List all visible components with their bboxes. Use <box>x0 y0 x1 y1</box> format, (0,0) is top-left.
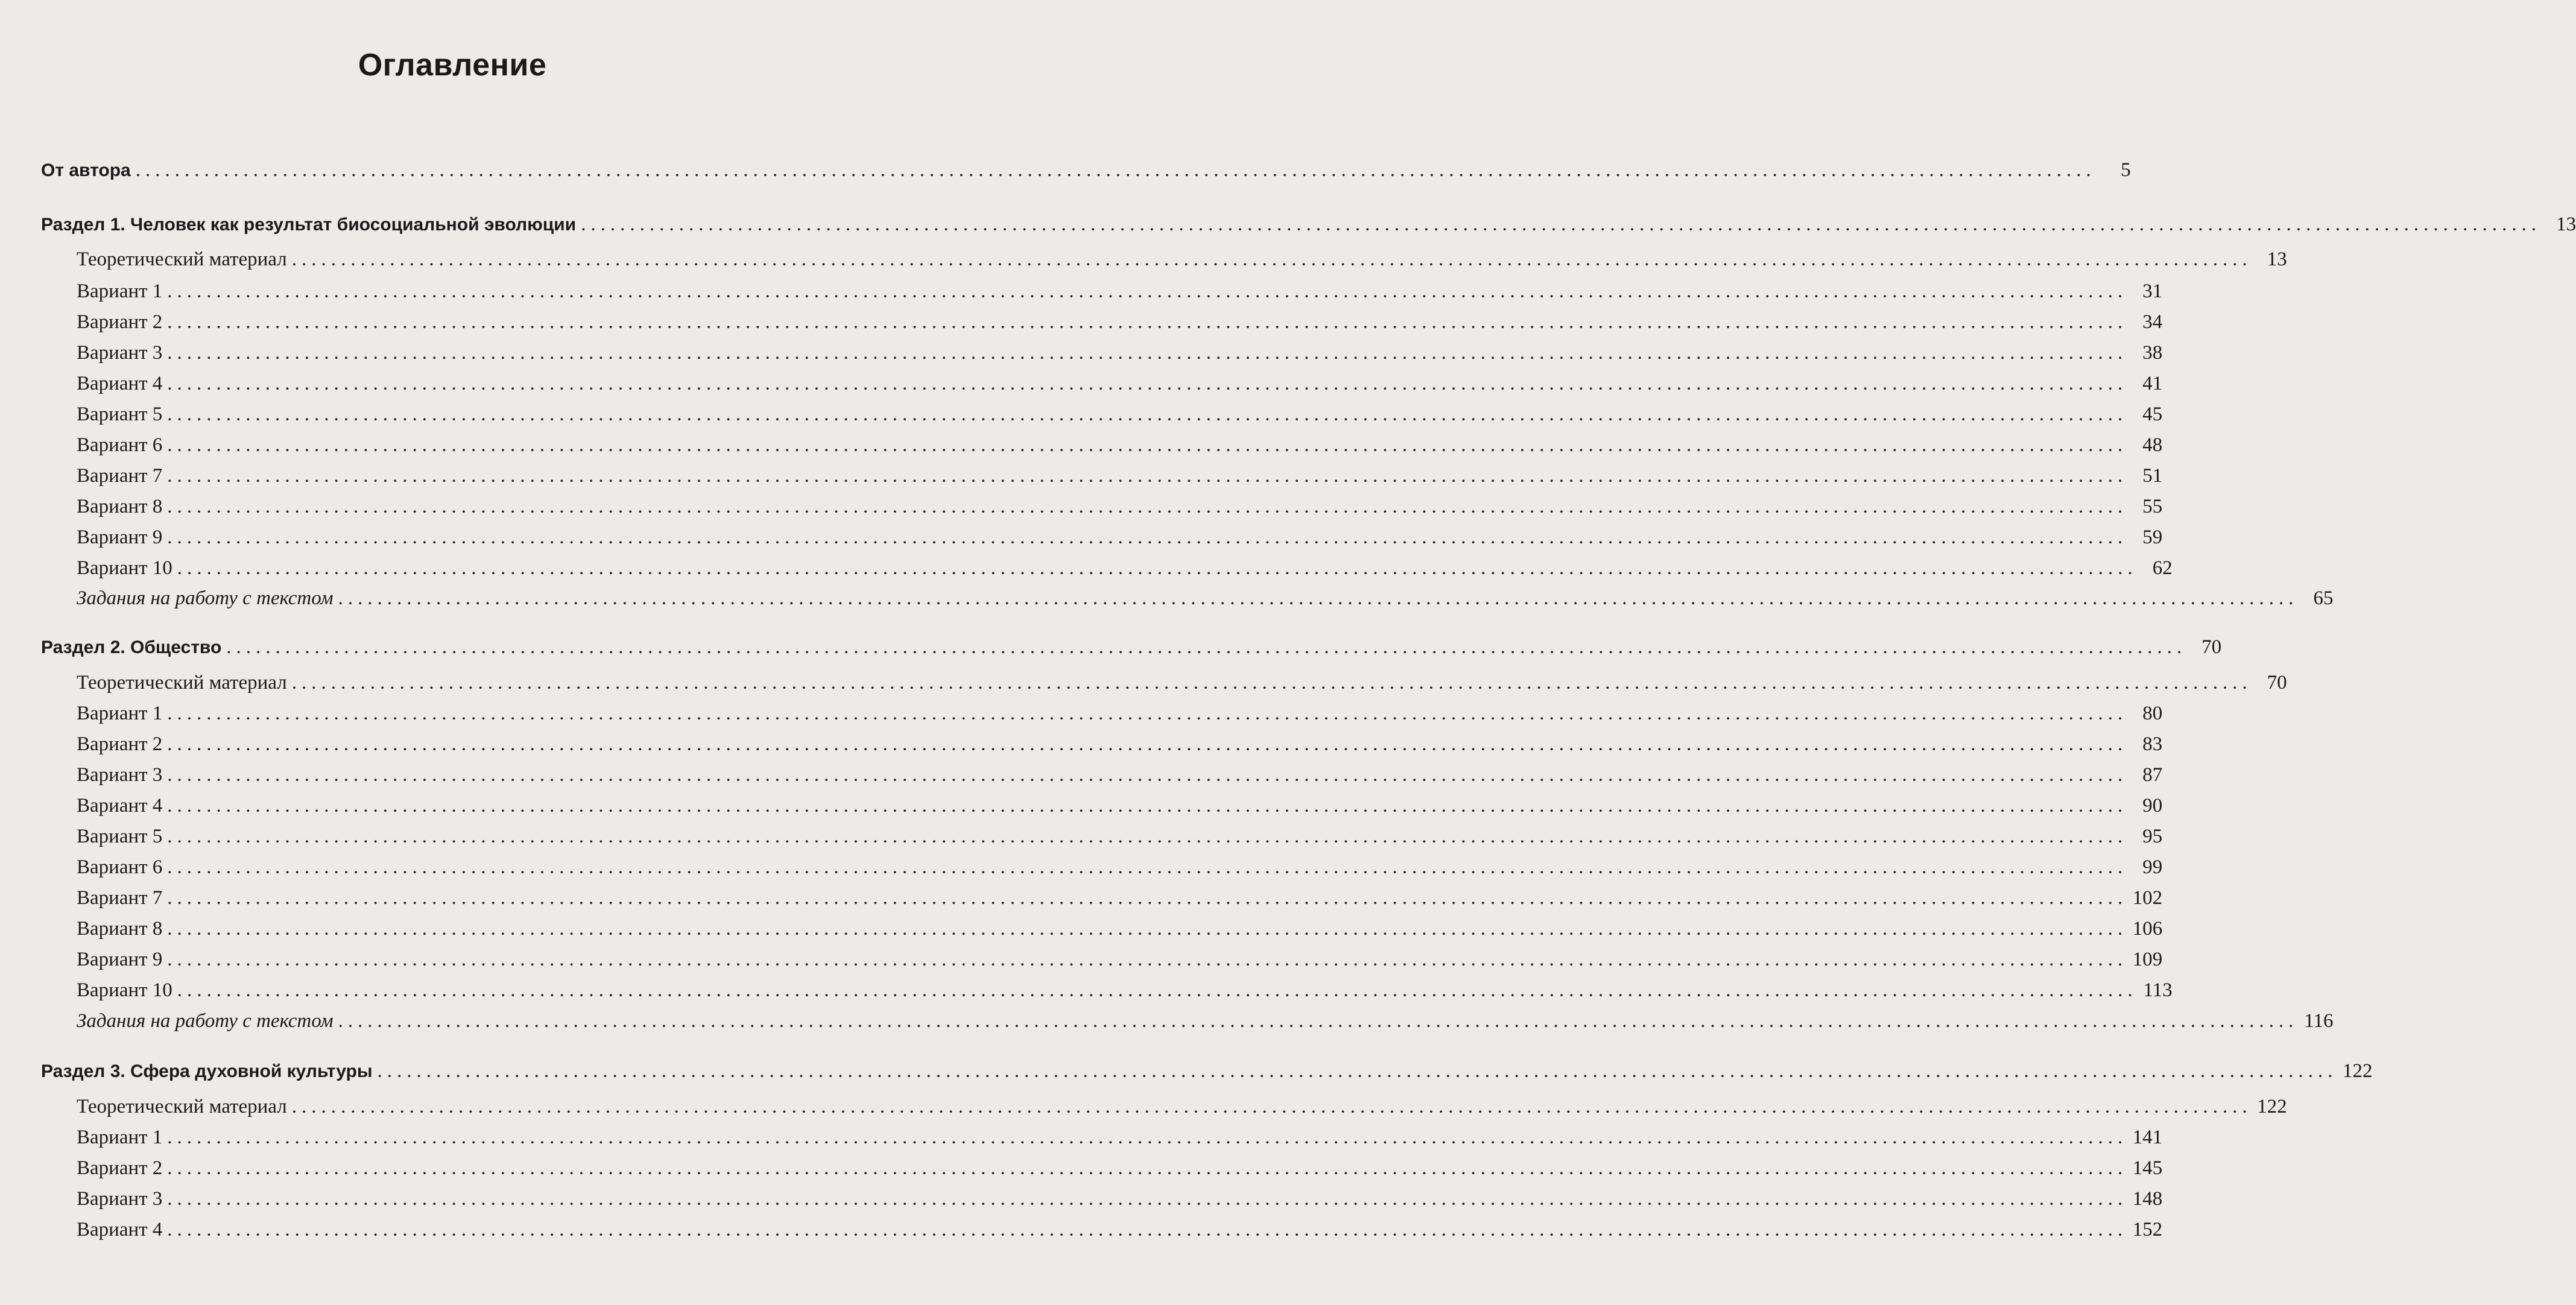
dot-leader: ........................................................................................................................................................................................................ <box>167 1188 2128 1210</box>
toc-entry-label: Вариант 1 <box>77 280 163 302</box>
toc-entry[interactable] <box>0 1218 2163 1242</box>
dot-leader: ........................................................................................................................................................................................................ <box>135 159 2096 181</box>
toc-entry-label: Вариант 4 <box>77 1219 163 1240</box>
toc-entry-page: 152 <box>2132 1219 2163 1240</box>
toc-entry-label: Вариант 4 <box>77 795 163 817</box>
dot-leader: ........................................................................................................................................................................................................ <box>167 764 2128 786</box>
toc-entry[interactable] <box>0 279 2163 303</box>
toc-entry-page: 99 <box>2142 856 2163 878</box>
toc-entry-label: Вариант 2 <box>77 1157 163 1179</box>
toc-entry-label: Вариант 3 <box>77 764 163 786</box>
toc-entry-label: От автора <box>41 160 131 180</box>
toc-entry-label: Вариант 6 <box>77 434 163 456</box>
dot-leader: ........................................................................................................................................................................................................ <box>226 636 2187 658</box>
toc-entry-label: Вариант 9 <box>77 949 163 970</box>
toc-entry-page: 122 <box>2257 1096 2287 1117</box>
toc-entry[interactable] <box>0 247 2287 271</box>
toc-entry-page: 13 <box>2556 213 2576 235</box>
toc-entry[interactable] <box>0 886 2163 910</box>
toc-entry[interactable] <box>0 794 2163 818</box>
toc-entry-page: 80 <box>2142 703 2163 724</box>
dot-leader: ........................................................................................................................................................................................................ <box>291 248 2252 270</box>
toc-entry-page: 5 <box>2121 159 2131 181</box>
toc-entry-label: Раздел 1. Человек как результат биосоциальной эволюции <box>41 215 577 235</box>
toc-entry-label: Вариант 9 <box>77 526 163 548</box>
toc-entry[interactable] <box>0 701 2163 725</box>
toc-entry-label: Вариант 2 <box>77 311 163 333</box>
toc-entry-label: Вариант 1 <box>77 703 163 724</box>
dot-leader: ........................................................................................................................................................................................................ <box>167 526 2128 548</box>
toc-entry-label: Вариант 5 <box>77 826 163 847</box>
toc-entry-page: 106 <box>2132 918 2163 940</box>
toc-entry[interactable] <box>0 763 2163 787</box>
toc-entry-label: Вариант 7 <box>77 465 163 487</box>
toc-entry[interactable] <box>0 212 2576 237</box>
dot-leader: ........................................................................................................................................................................................................ <box>291 1096 2252 1117</box>
toc-entry[interactable] <box>0 635 2222 660</box>
toc-entry[interactable] <box>0 1059 2373 1084</box>
toc-entry-page: 59 <box>2142 526 2163 548</box>
dot-leader: ........................................................................................................................................................................................................ <box>167 465 2128 487</box>
toc-entry[interactable] <box>0 1156 2163 1180</box>
dot-leader: ........................................................................................................................................................................................................ <box>167 311 2128 333</box>
dot-leader: ........................................................................................................................................................................................................ <box>581 213 2542 235</box>
toc-entry-label: Раздел 2. Общество <box>41 637 222 657</box>
toc-entry[interactable] <box>0 525 2163 549</box>
toc-entry[interactable] <box>0 1125 2163 1149</box>
toc-entry-page: 51 <box>2142 465 2163 487</box>
toc-entry[interactable] <box>0 947 2163 972</box>
toc-entry-page: 38 <box>2142 342 2163 364</box>
toc-entry-page: 70 <box>2201 636 2222 658</box>
dot-leader: ........................................................................................................................................................................................................ <box>167 795 2128 817</box>
toc-entry[interactable] <box>0 917 2163 941</box>
toc-entry-page: 55 <box>2142 496 2163 517</box>
toc-entry[interactable] <box>0 1009 2334 1033</box>
toc-entry-page: 41 <box>2142 373 2163 394</box>
toc-entry-page: 65 <box>2313 587 2334 609</box>
toc-entry[interactable] <box>0 464 2163 488</box>
dot-leader: ........................................................................................................................................................................................................ <box>338 587 2299 609</box>
toc-entry-label: Вариант 10 <box>77 557 172 579</box>
toc-entry[interactable] <box>0 978 2173 1002</box>
dot-leader: ........................................................................................................................................................................................................ <box>167 1219 2128 1240</box>
toc-entry-label: Вариант 8 <box>77 496 163 517</box>
toc-entry-page: 148 <box>2132 1188 2163 1210</box>
dot-leader: ........................................................................................................................................................................................................ <box>167 826 2128 847</box>
dot-leader: ........................................................................................................................................................................................................ <box>167 373 2128 394</box>
toc-entry-label: Теоретический материал <box>77 672 287 694</box>
toc-entry-page: 70 <box>2267 672 2287 694</box>
toc-entry-label: Вариант 7 <box>77 887 163 909</box>
dot-leader: ........................................................................................................................................................................................................ <box>167 887 2128 909</box>
dot-leader: ........................................................................................................................................................................................................ <box>167 856 2128 878</box>
dot-leader: ........................................................................................................................................................................................................ <box>167 342 2128 364</box>
dot-leader: ........................................................................................................................................................................................................ <box>167 703 2128 724</box>
toc-entry-page: 145 <box>2132 1157 2163 1179</box>
dot-leader: ........................................................................................................................................................................................................ <box>167 733 2128 755</box>
toc-entry-label: Вариант 1 <box>77 1126 163 1148</box>
toc-entry-page: 95 <box>2142 826 2163 847</box>
toc-entry-label: Раздел 3. Сфера духовной культуры <box>41 1061 373 1081</box>
toc-entry-label: Вариант 2 <box>77 733 163 755</box>
toc-entry[interactable] <box>0 824 2163 848</box>
toc-entry[interactable] <box>0 1187 2163 1211</box>
toc-entry-label: Вариант 6 <box>77 856 163 878</box>
toc-entry-label: Задания на работу с текстом <box>77 587 334 609</box>
toc-entry-page: 45 <box>2142 403 2163 425</box>
toc-entry[interactable] <box>0 371 2163 396</box>
toc-entry-label: Теоретический материал <box>77 248 287 270</box>
toc-entry[interactable] <box>0 402 2163 426</box>
dot-leader: ........................................................................................................................................................................................................ <box>167 403 2128 425</box>
dot-leader: ........................................................................................................................................................................................................ <box>167 496 2128 517</box>
toc-entry-page: 87 <box>2142 764 2163 786</box>
dot-leader: ........................................................................................................................................................................................................ <box>167 918 2128 940</box>
toc-entry-page: 109 <box>2132 949 2163 970</box>
dot-leader: ........................................................................................................................................................................................................ <box>167 280 2128 302</box>
dot-leader: ........................................................................................................................................................................................................ <box>167 949 2128 970</box>
toc-entry-page: 116 <box>2304 1010 2334 1032</box>
toc-entry-page: 62 <box>2152 557 2173 579</box>
toc-entry-page: 34 <box>2142 311 2163 333</box>
toc-entry[interactable] <box>0 855 2163 879</box>
toc-entry-label: Вариант 3 <box>77 342 163 364</box>
toc-entry-page: 122 <box>2342 1060 2373 1082</box>
toc-entry-label: Теоретический материал <box>77 1096 287 1117</box>
toc-entry-page: 113 <box>2143 979 2173 1001</box>
toc-entry-page: 141 <box>2132 1126 2163 1148</box>
toc-entry-page: 31 <box>2142 280 2163 302</box>
toc-entry[interactable] <box>0 158 2131 183</box>
toc-entry[interactable] <box>0 586 2334 610</box>
toc-entry[interactable] <box>0 671 2287 695</box>
dot-leader: ........................................................................................................................................................................................................ <box>291 672 2252 694</box>
toc-entry[interactable] <box>0 310 2163 334</box>
toc-entry[interactable] <box>0 556 2173 580</box>
toc-entry-label: Вариант 5 <box>77 403 163 425</box>
toc-entry-label: Вариант 4 <box>77 373 163 394</box>
toc-entry[interactable] <box>0 433 2163 457</box>
dot-leader: ........................................................................................................................................................................................................ <box>177 557 2138 579</box>
toc-entry-page: 102 <box>2132 887 2163 909</box>
dot-leader: ........................................................................................................................................................................................................ <box>177 979 2138 1001</box>
page-title: Оглавление <box>358 48 547 83</box>
dot-leader: ........................................................................................................................................................................................................ <box>338 1010 2299 1032</box>
dot-leader: ........................................................................................................................................................................................................ <box>167 1126 2128 1148</box>
toc-entry[interactable] <box>0 495 2163 519</box>
toc-entry[interactable] <box>0 1095 2287 1119</box>
toc-entry[interactable] <box>0 732 2163 756</box>
toc-entry-page: 90 <box>2142 795 2163 817</box>
toc-entry[interactable] <box>0 341 2163 365</box>
dot-leader: ........................................................................................................................................................................................................ <box>377 1060 2338 1082</box>
toc-entry-page: 13 <box>2267 248 2287 270</box>
dot-leader: ........................................................................................................................................................................................................ <box>167 1157 2128 1179</box>
toc-entry-page: 48 <box>2142 434 2163 456</box>
toc-entry-page: 83 <box>2142 733 2163 755</box>
toc-entry-label: Вариант 8 <box>77 918 163 940</box>
toc-entry-label: Задания на работу с текстом <box>77 1010 334 1032</box>
toc-entry-label: Вариант 10 <box>77 979 172 1001</box>
toc-entry-label: Вариант 3 <box>77 1188 163 1210</box>
dot-leader: ........................................................................................................................................................................................................ <box>167 434 2128 456</box>
